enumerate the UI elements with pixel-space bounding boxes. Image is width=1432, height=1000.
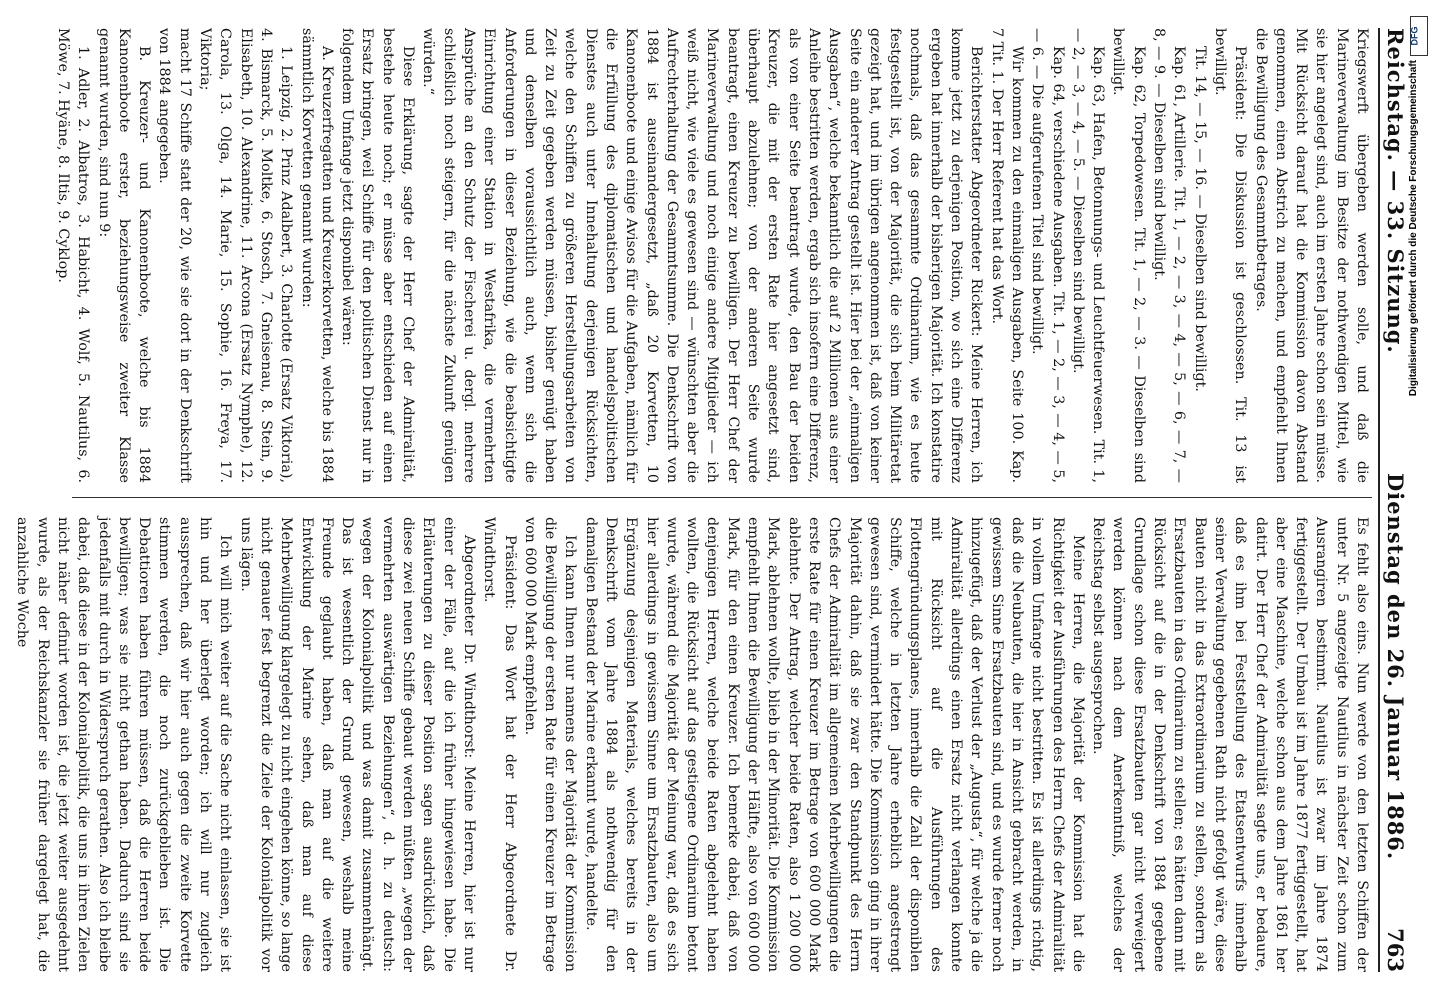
paragraph: Kap. 61, Artillerie. Tit. 1, — 2, — 3, — 4, — 5, — 6, — 7, — 8, — 9. — Dieselben sind bewilligt. (1151, 28, 1188, 483)
paragraph: B. Kreuzer- und Kanonenboote, welche bis 1884 Kanonenboote erster, beziehungsweise zweiter Klasse genannt wurden, sind nun 9: (95, 28, 153, 483)
running-head: Reichstag. — 33. Sitzung. (1383, 28, 1408, 354)
list-item: 1. Leipzig, 2. Prinz Adalbert, 3. Charlotte (Ersatz Viktoria), 4. Bismarck, 5. Moltke, 6. Stosch, 7. Gneisenau, 8. Stein, 9. Elisabeth, 10. Alexandrine, 11. Arcona (Ersatz Nymphe), 12. Carola, 13. Olga, 14. Marie, 15. Sophie, 16. Freya, 17. Viktoria; (197, 28, 295, 483)
session-date: Dienstag den 26. Januar 1886. (1383, 473, 1408, 861)
paragraph: Tit. 14, — 15, — 16. — Dieselben sind bewilligt. (1191, 46, 1208, 392)
paragraph: Kriegswerft übergeben werden solle, und daß die Marineverwaltung im Besitze der nothwendigen Mittel, wie sie hier angelegt sind, auch im ersten Jahre schon sein müsse. Mit Rücksicht darauf hat die Kommission davon Abstand genommen, einen Abstrich zu machen, und empfiehlt Ihnen die Bewilligung des Gesammtbetrages. (1252, 28, 1370, 483)
paragraph: Kap. 63, Hafen, Betonnungs- und Leuchtfeuerwesen. Tit. 1, — 2, — 3, — 4, — 5. — Dieselben sind bewilligt. (1069, 28, 1107, 483)
paragraph: Präsident: Das Wort hat der Herr Abgeordnete Dr. Windthorst. (481, 517, 518, 972)
page-number: 763 (1383, 928, 1408, 972)
paragraph: Berichterstatter Abgeordneter Rickert: Meine Herren, ich komme jetzt zu derjenigen Position, wo sich eine Differenz ergeben hat innerhalb der bisherigen Majorität. Ich konstatire nochmals, daß das gesammte Ordinarium, wie es heute festgestellt ist, von der Majorität, die sich beim Militäretat gezeigt hat, und im übrigen angenommen ist, daß von keiner Seite ein anderer Antrag gestellt ist. Hier bei der „einmaligen Ausgaben“, welche bekanntlich die auf 2 Millionen aus einer Anleihe bestritten werden, ergab sich insofern eine Differenz, als von einer Seite beantragt wurde, den Bau der beiden Kreuzer, die mit der ersten Rate hier angesetzt sind, überhaupt abzulehnen; von der anderen Seite wurde beantragt, einen Kreuzer zu bewilligen. Der Herr Chef der Marineverwaltung und noch einige andere Mitglieder — ich weiß nicht, wie viele es gewesen sind — wünschten aber die Aufrechterhaltung der Gesammtsumme. Die Denkschrift von 1884 ist auseinandergesetzt, „daß 20 Korvetten, 10 Kanonenboote und einige Avisos für die Aufgaben, nämlich für die Erfüllung des diplomatischen und handelspolitischen Dienstes auch unter Innehaltung derjenigen Rücksichten, welche den Schiffen zu größeren Herstellungsarbeiten von Zeit zu Zeit gegeben werden müssen, bisher genügt haben und denselben voraussichtlich auch, wenn sich die Anforderungen in dieser Beziehung, wie die beabsichtigte Einrichtung einer Station in Westafrika, die vermehrten Ansprüche an den Schutz der Fischerei u. dergl. mehrere schließlich noch steigern, für die nächste Zukunft genügen würden.“ (420, 28, 985, 483)
digitization-sidebar (1404, 0, 1432, 1000)
paragraph: Präsident: Die Diskussion ist geschlossen. Tit. 13 ist bewilligt. (1211, 28, 1249, 483)
paragraph: Ich will mich weiter auf die Sache nicht einlassen, sie ist hin und her überlegt worden; ich will nur zugleich aussprechen, daß wir hier auch gegen die zweite Korvette stimmen werden, die noch zurückgeblieben ist. Die Debattioren haben führen müssen, daß die Herren beide bewilligen; was sie nicht gethan haben. Dadurch sind sie jedenfalls mit durch in Widerspruch gerathen. Also ich bleibe dabei, daß diese in der Kolonialpolitik, die uns in ihren Zielen nicht näher definirt worden ist, die jetzt weiter ausgedehnt wurde, als der Reichskanzler sie früher dargelegt hat, die anzahliche Woche (14, 517, 234, 972)
column-divider (72, 497, 1372, 498)
left-column (55, 28, 1372, 483)
list-item: 1. Adler, 2. Albatros, 3. Habicht, 4. Wolf, 5. Nautilus, 6. Möwe, 7. Hyäne, 8. Iltis, 9. Cyklop. (55, 28, 92, 483)
paragraph: A. Kreuzerfregatten und Kreuzerkorvetten, welche bis 1884 sämmtlich Korvetten genannt wurden: (298, 28, 335, 483)
paragraph: Abgeordneter Dr. Windthorst: Meine Herren, hier ist nur einer der Fälle, auf die ich früher hingewiesen habe. Die Erläuterungen zu dieser Position sagen ausdrücklich, daß diese zwei neuen Schiffe gebaut werden müßten „wegen der vermehrten auswärtigen Beziehungen“, d. h. zu deutsch: wegen der Kolonialpolitik und was damit zusammenhängt. Das ist wesentlich der Grund gewesen, weshalb meine Freunde geglaubt haben, daß man auf die weitere Entwicklung der Marine sehen, daß man auf diese Mehrbewilligung klargelegt zu nicht eingehen könne, so lange nicht genauer fest begrenzt die Ziele der Kolonialpolitik vor uns lägen. (237, 517, 477, 972)
paragraph: macht 17 Schiffe statt der 20, wie sie dort in der Denkschrift von 1884 angegeben. (156, 28, 193, 483)
paragraph: Ich kann Ihnen nur namens der Majorität der Kommission die Bewilligung der ersten Rate für einen Kreuzer im Betrage von 600 000 Mark empfehlen. (521, 517, 579, 972)
dfg-logo-text: DFG (1409, 26, 1420, 46)
paragraph: Kap. 64, verschiedene Ausgaben. Tit. 1, — 2, — 3, — 4, — 5, — 6. — Die aufgerufenen Titel sind bewilligt. (1029, 28, 1066, 483)
paragraph: Kap. 62, Torpedowesen. Tit. 1, — 2, — 3. — Dieselben sind bewilligt. (1110, 28, 1147, 483)
paragraph: Diese Erklärung, sagte der Herr Chef der Admiralität, bestehe heute noch; er müsse aber entschieden auf einen Ersatz bringen, weil Schiffe für den politischen Dienst nur in folgendem Umfange jetzt disponibel wären: (339, 28, 417, 483)
paragraph: Wir kommen zu den einmaligen Ausgaben, Seite 100. Kap. 7 Tit. 1. Der Herr Referent hat das Wort. (988, 28, 1025, 483)
dfg-logo-icon (1410, 16, 1428, 56)
header-rule (1378, 28, 1380, 972)
funding-notice: Digitalisierung gefördert durch die Deutsche Forschungsgemeinschaft (1408, 60, 1419, 397)
right-column (14, 517, 1372, 972)
paragraph: Meine Herren, die Majorität der Kommission hat die Richtigkeit der Ausführungen des Herrn Chefs der Admiralität in vollem Umfange nicht bestritten. Es ist allerdings richtig, daß die Neubauten, die hier in Ansicht gebracht werden, in gewissem Sinne Ersatzbauten sind, und es wurde ferner noch hinzugefügt, daß der Verlust der „Augusta“, für welche ja die Admiralität allerdings einen Ersatz nicht verlangen konnte mit Rücksicht auf die Ausführungen des Flottengründungsplanes, innerhalb die Zahl der disponiblen Schiffe, welche in letzten Jahre erheblich angestrengt gewesen sind, vermindert hätte. Die Kommission ging in ihrer Majorität dahin, daß sie zwar den Standpunkt des Herrn Chefs der Admiralität im allgemeinen Mehrbewilligungen die erste Rate für einen Kreuzer im Betrage von 600 000 Mark ablehnte. Der Antrag, welcher beide Raten, also 1 200 000 Mark, ablehnen wollte, blieb in der Minorität. Die Kommission empfiehlt Ihnen die Bewilligung der Hälfte, also von 600 000 Mark, für den einen Kreuzer. Ich bemerke dabei, daß von denjenigen Herren, welche beide Raten abgelehnt haben wollten, die Rücksicht auf das gestiegene Ordinarium betont wurde, während die Majorität der Meinung war, daß es sich hier allerdings in gewissem Sinne um Ersatzbauten, also um Ergänzung desjenigen Materials, welches bereits in der Denkschrift vom Jahre 1884 als nothwendig für den damaligen Bestand der Marine erkannt wurde, handelte. (582, 517, 1086, 972)
paragraph: Es fehlt also eins. Nun werde von den letzten Schiffen der unter Nr. 5 angezeigte Nautilus in nächster Zeit schon zum Ausrangiren bestimmt. Nautilus ist zwar im Jahre 1874 fertiggestellt. Der Umbau ist im Jahre 1877 fertiggestellt, hat aber eine Maschine, welche schon aus dem Jahre 1861 her datirt. Der Herr Chef der Admiralität sagte uns, er bedaure, daß es ihm bei Feststellung des Etatsentwurfs innerhalb seiner Verwaltung gegebenen Rath nicht gefolgt wäre, diese Bauten nicht in das Extraordinarium zu stellen, sondern als Ersatzbauten in das Ordinarium zu stellen; es hätten dann mit Rücksicht auf die in der Denkschrift von 1884 gegebene Grundlage schon diese Ersatzbauten gar nicht verweigert werden können nach dem Anerkenntniß, welches der Reichstag selbst ausgesprochen. (1090, 517, 1370, 972)
